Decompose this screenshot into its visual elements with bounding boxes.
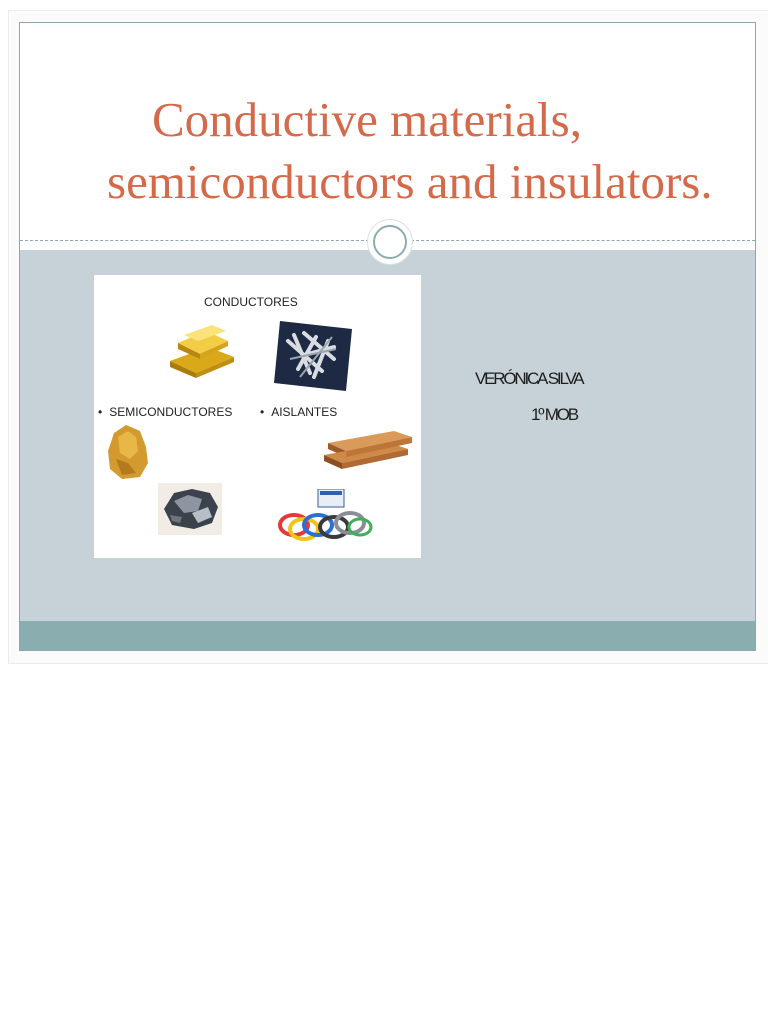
author-group: 1º MOB [531,405,577,424]
author-name: VERÓNICA SILVA [475,369,583,388]
materials-image [94,275,421,558]
circle-ornament [367,219,413,265]
author-block [475,361,675,433]
title-line-2: semiconductors and insulators. [107,154,713,209]
content-area [20,250,755,621]
metal-rods-image [274,319,352,391]
cable-coils-image [278,489,374,545]
gold-bars-image [168,321,238,379]
title-line-1: Conductive materials, [152,92,582,147]
footer-band [20,621,755,650]
silicon-chunk-image [158,483,222,535]
slide-title [20,89,755,213]
circle-ring [373,225,407,259]
label-semiconductors: • SEMICONDUCTORES [98,405,232,419]
slide [19,22,756,651]
mineral-rock-image [106,423,150,481]
image-heading-conductors: CONDUCTORES [204,295,298,309]
title-area [20,23,755,241]
label-insulators: • AISLANTES [260,405,337,419]
wood-planks-image [324,427,414,473]
